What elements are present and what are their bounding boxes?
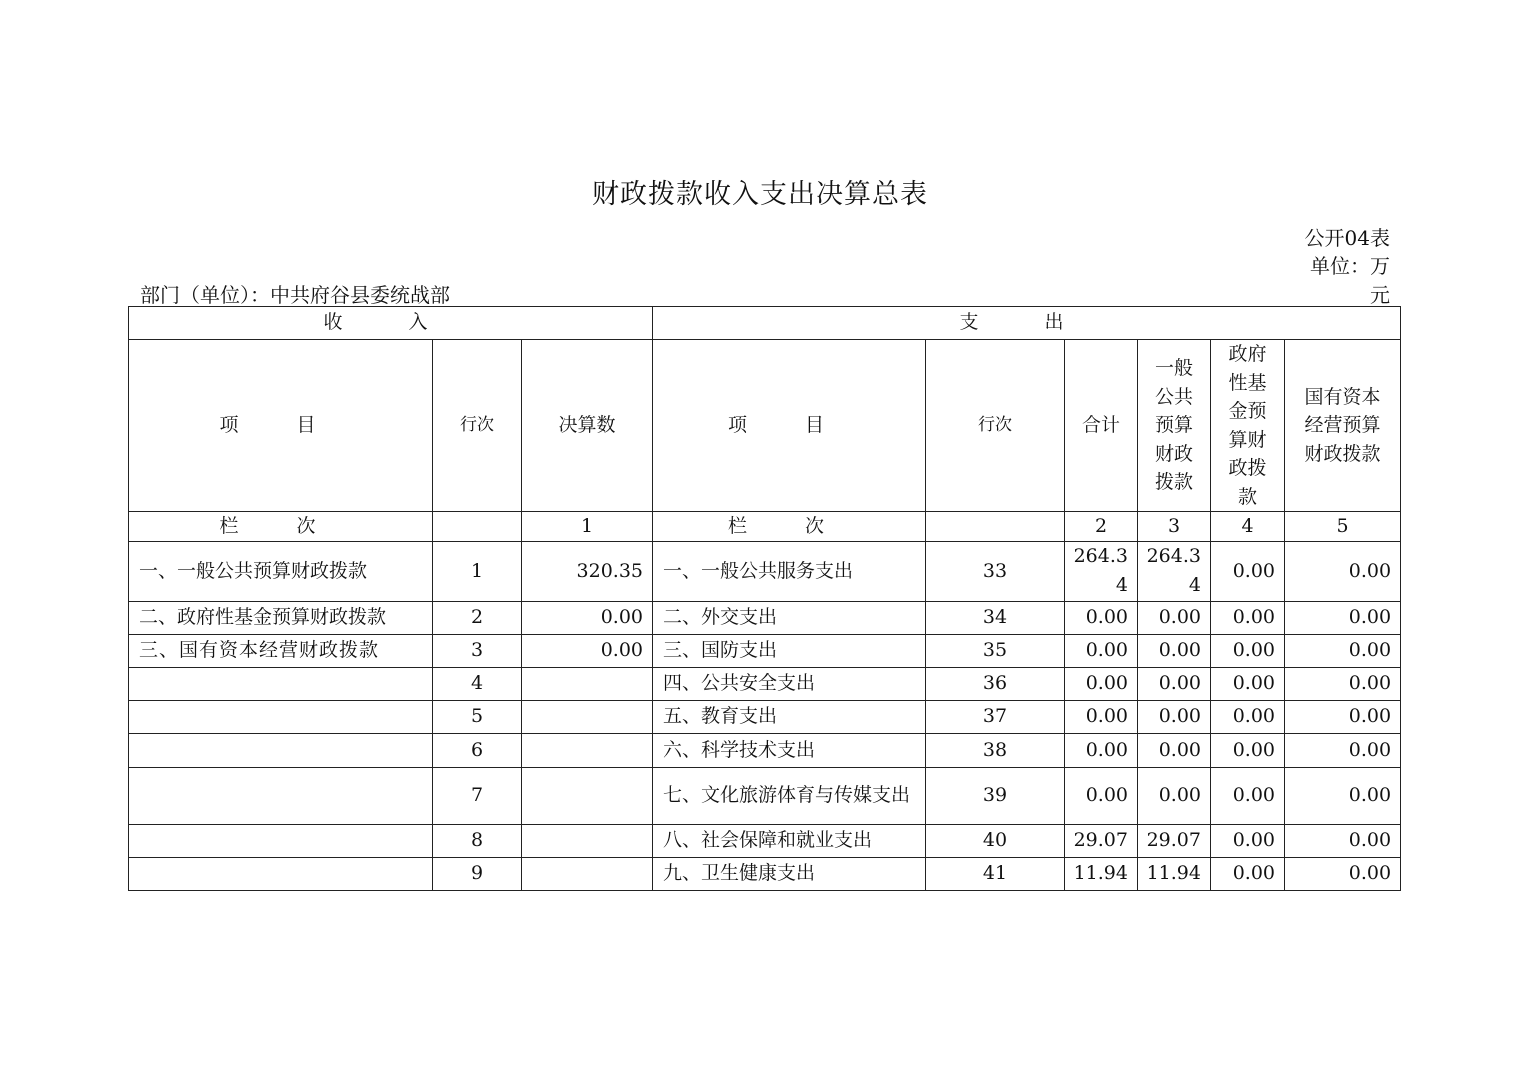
expense-row-no-header: 行次 xyxy=(926,340,1065,512)
table-row xyxy=(129,857,1401,890)
general-budget-cell: 11.94 xyxy=(1138,857,1211,890)
expense-item-header: 项 目 xyxy=(653,340,926,512)
expense-item-cell: 六、科学技术支出 xyxy=(653,733,926,767)
gov-fund-cell: 0.00 xyxy=(1211,601,1285,634)
total-cell: 0.00 xyxy=(1065,601,1138,634)
expense-item-cell: 八、社会保障和就业支出 xyxy=(653,824,926,857)
income-amount-cell xyxy=(522,667,653,700)
gov-fund-cell: 0.00 xyxy=(1211,634,1285,667)
table-row xyxy=(129,824,1401,857)
income-item-cell xyxy=(129,733,433,767)
expense-row-no-cell: 39 xyxy=(926,767,1065,824)
state-capital-cell: 0.00 xyxy=(1285,733,1401,767)
expense-item-cell: 二、外交支出 xyxy=(653,601,926,634)
expense-row-no-cell: 40 xyxy=(926,824,1065,857)
column-index-4: 4 xyxy=(1211,512,1285,542)
state-capital-cell: 0.00 xyxy=(1285,667,1401,700)
income-row-no-cell: 4 xyxy=(433,667,522,700)
income-row-no-cell: 2 xyxy=(433,601,522,634)
column-index-2: 2 xyxy=(1065,512,1138,542)
expense-item-cell: 三、国防支出 xyxy=(653,634,926,667)
gov-fund-cell: 0.00 xyxy=(1211,542,1285,602)
income-amount-cell xyxy=(522,767,653,824)
income-item-cell xyxy=(129,767,433,824)
document-title: 财政拨款收入支出决算总表 xyxy=(592,179,928,210)
income-row-no-cell: 9 xyxy=(433,857,522,890)
gov-fund-cell: 0.00 xyxy=(1211,700,1285,733)
total-cell: 29.07 xyxy=(1065,824,1138,857)
gov-fund-header: 政府性基金预算财政拨款 xyxy=(1211,340,1285,512)
table-row xyxy=(129,634,1401,667)
income-item-cell: 一、一般公共预算财政拨款 xyxy=(129,542,433,602)
column-index-3: 3 xyxy=(1138,512,1211,542)
income-row-no-cell: 6 xyxy=(433,733,522,767)
income-amount-cell: 0.00 xyxy=(522,634,653,667)
expense-row-no-cell: 35 xyxy=(926,634,1065,667)
state-capital-cell: 0.00 xyxy=(1285,542,1401,602)
income-amount-cell: 0.00 xyxy=(522,601,653,634)
total-header: 合计 xyxy=(1065,340,1138,512)
unit-label: 单位：万 xyxy=(1310,254,1390,278)
income-amount-cell xyxy=(522,857,653,890)
gov-fund-cell: 0.00 xyxy=(1211,767,1285,824)
general-budget-cell: 29.07 xyxy=(1138,824,1211,857)
state-capital-cell: 0.00 xyxy=(1285,601,1401,634)
total-cell: 264.34 xyxy=(1065,542,1138,602)
gov-fund-cell: 0.00 xyxy=(1211,667,1285,700)
appropriation-summary-table xyxy=(128,306,1401,891)
general-budget-cell: 264.34 xyxy=(1138,542,1211,602)
gov-fund-cell: 0.00 xyxy=(1211,824,1285,857)
column-index-5: 5 xyxy=(1285,512,1401,542)
expense-row-no-cell: 33 xyxy=(926,542,1065,602)
column-header-row xyxy=(129,340,1401,512)
table-row xyxy=(129,542,1401,602)
income-row-no-cell: 5 xyxy=(433,700,522,733)
income-section-header: 收 入 xyxy=(129,307,653,340)
expense-item-cell: 四、公共安全支出 xyxy=(653,667,926,700)
income-amount-cell xyxy=(522,700,653,733)
income-amount-cell xyxy=(522,733,653,767)
state-capital-header: 国有资本经营预算财政拨款 xyxy=(1285,340,1401,512)
column-index-empty xyxy=(433,512,522,542)
income-item-cell xyxy=(129,857,433,890)
total-cell: 0.00 xyxy=(1065,733,1138,767)
gov-fund-cell: 0.00 xyxy=(1211,733,1285,767)
total-cell: 0.00 xyxy=(1065,667,1138,700)
total-cell: 11.94 xyxy=(1065,857,1138,890)
table-row xyxy=(129,733,1401,767)
total-cell: 0.00 xyxy=(1065,634,1138,667)
general-budget-cell: 0.00 xyxy=(1138,634,1211,667)
total-cell: 0.00 xyxy=(1065,767,1138,824)
expense-row-no-cell: 34 xyxy=(926,601,1065,634)
final-amount-header: 决算数 xyxy=(522,340,653,512)
form-number: 公开04表 xyxy=(1304,226,1390,250)
general-budget-cell: 0.00 xyxy=(1138,601,1211,634)
table-row xyxy=(129,700,1401,733)
state-capital-cell: 0.00 xyxy=(1285,700,1401,733)
department-label: 部门（单位）：中共府谷县委统战部 xyxy=(140,283,450,307)
column-index-expense-label: 栏 次 xyxy=(653,512,926,542)
expense-row-no-cell: 37 xyxy=(926,700,1065,733)
state-capital-cell: 0.00 xyxy=(1285,857,1401,890)
total-cell: 0.00 xyxy=(1065,700,1138,733)
general-budget-header: 一般公共预算财政拨款 xyxy=(1138,340,1211,512)
expense-section-header: 支 出 xyxy=(653,307,1401,340)
income-item-cell xyxy=(129,700,433,733)
column-index-row xyxy=(129,512,1401,542)
income-row-no-cell: 7 xyxy=(433,767,522,824)
unit-label-continued: 元 xyxy=(1370,283,1390,307)
state-capital-cell: 0.00 xyxy=(1285,634,1401,667)
income-item-cell xyxy=(129,824,433,857)
column-index-empty xyxy=(926,512,1065,542)
expense-row-no-cell: 36 xyxy=(926,667,1065,700)
expense-row-no-cell: 41 xyxy=(926,857,1065,890)
income-row-no-cell: 3 xyxy=(433,634,522,667)
income-item-cell: 三、国有资本经营财政拨款 xyxy=(129,634,433,667)
column-index-label: 栏 次 xyxy=(129,512,433,542)
general-budget-cell: 0.00 xyxy=(1138,733,1211,767)
state-capital-cell: 0.00 xyxy=(1285,824,1401,857)
gov-fund-cell: 0.00 xyxy=(1211,857,1285,890)
general-budget-cell: 0.00 xyxy=(1138,767,1211,824)
income-row-no-header: 行次 xyxy=(433,340,522,512)
general-budget-cell: 0.00 xyxy=(1138,667,1211,700)
state-capital-cell: 0.00 xyxy=(1285,767,1401,824)
table-row xyxy=(129,601,1401,634)
expense-item-cell: 五、教育支出 xyxy=(653,700,926,733)
section-header-row xyxy=(129,307,1401,340)
expense-item-cell: 七、文化旅游体育与传媒支出 xyxy=(653,767,926,824)
income-row-no-cell: 8 xyxy=(433,824,522,857)
table-row xyxy=(129,667,1401,700)
income-item-cell xyxy=(129,667,433,700)
column-index-1: 1 xyxy=(522,512,653,542)
income-row-no-cell: 1 xyxy=(433,542,522,602)
expense-item-cell: 九、卫生健康支出 xyxy=(653,857,926,890)
income-item-header: 项 目 xyxy=(129,340,433,512)
general-budget-cell: 0.00 xyxy=(1138,700,1211,733)
table-row xyxy=(129,767,1401,824)
expense-item-cell: 一、一般公共服务支出 xyxy=(653,542,926,602)
income-item-cell: 二、政府性基金预算财政拨款 xyxy=(129,601,433,634)
expense-row-no-cell: 38 xyxy=(926,733,1065,767)
income-amount-cell xyxy=(522,824,653,857)
income-amount-cell: 320.35 xyxy=(522,542,653,602)
